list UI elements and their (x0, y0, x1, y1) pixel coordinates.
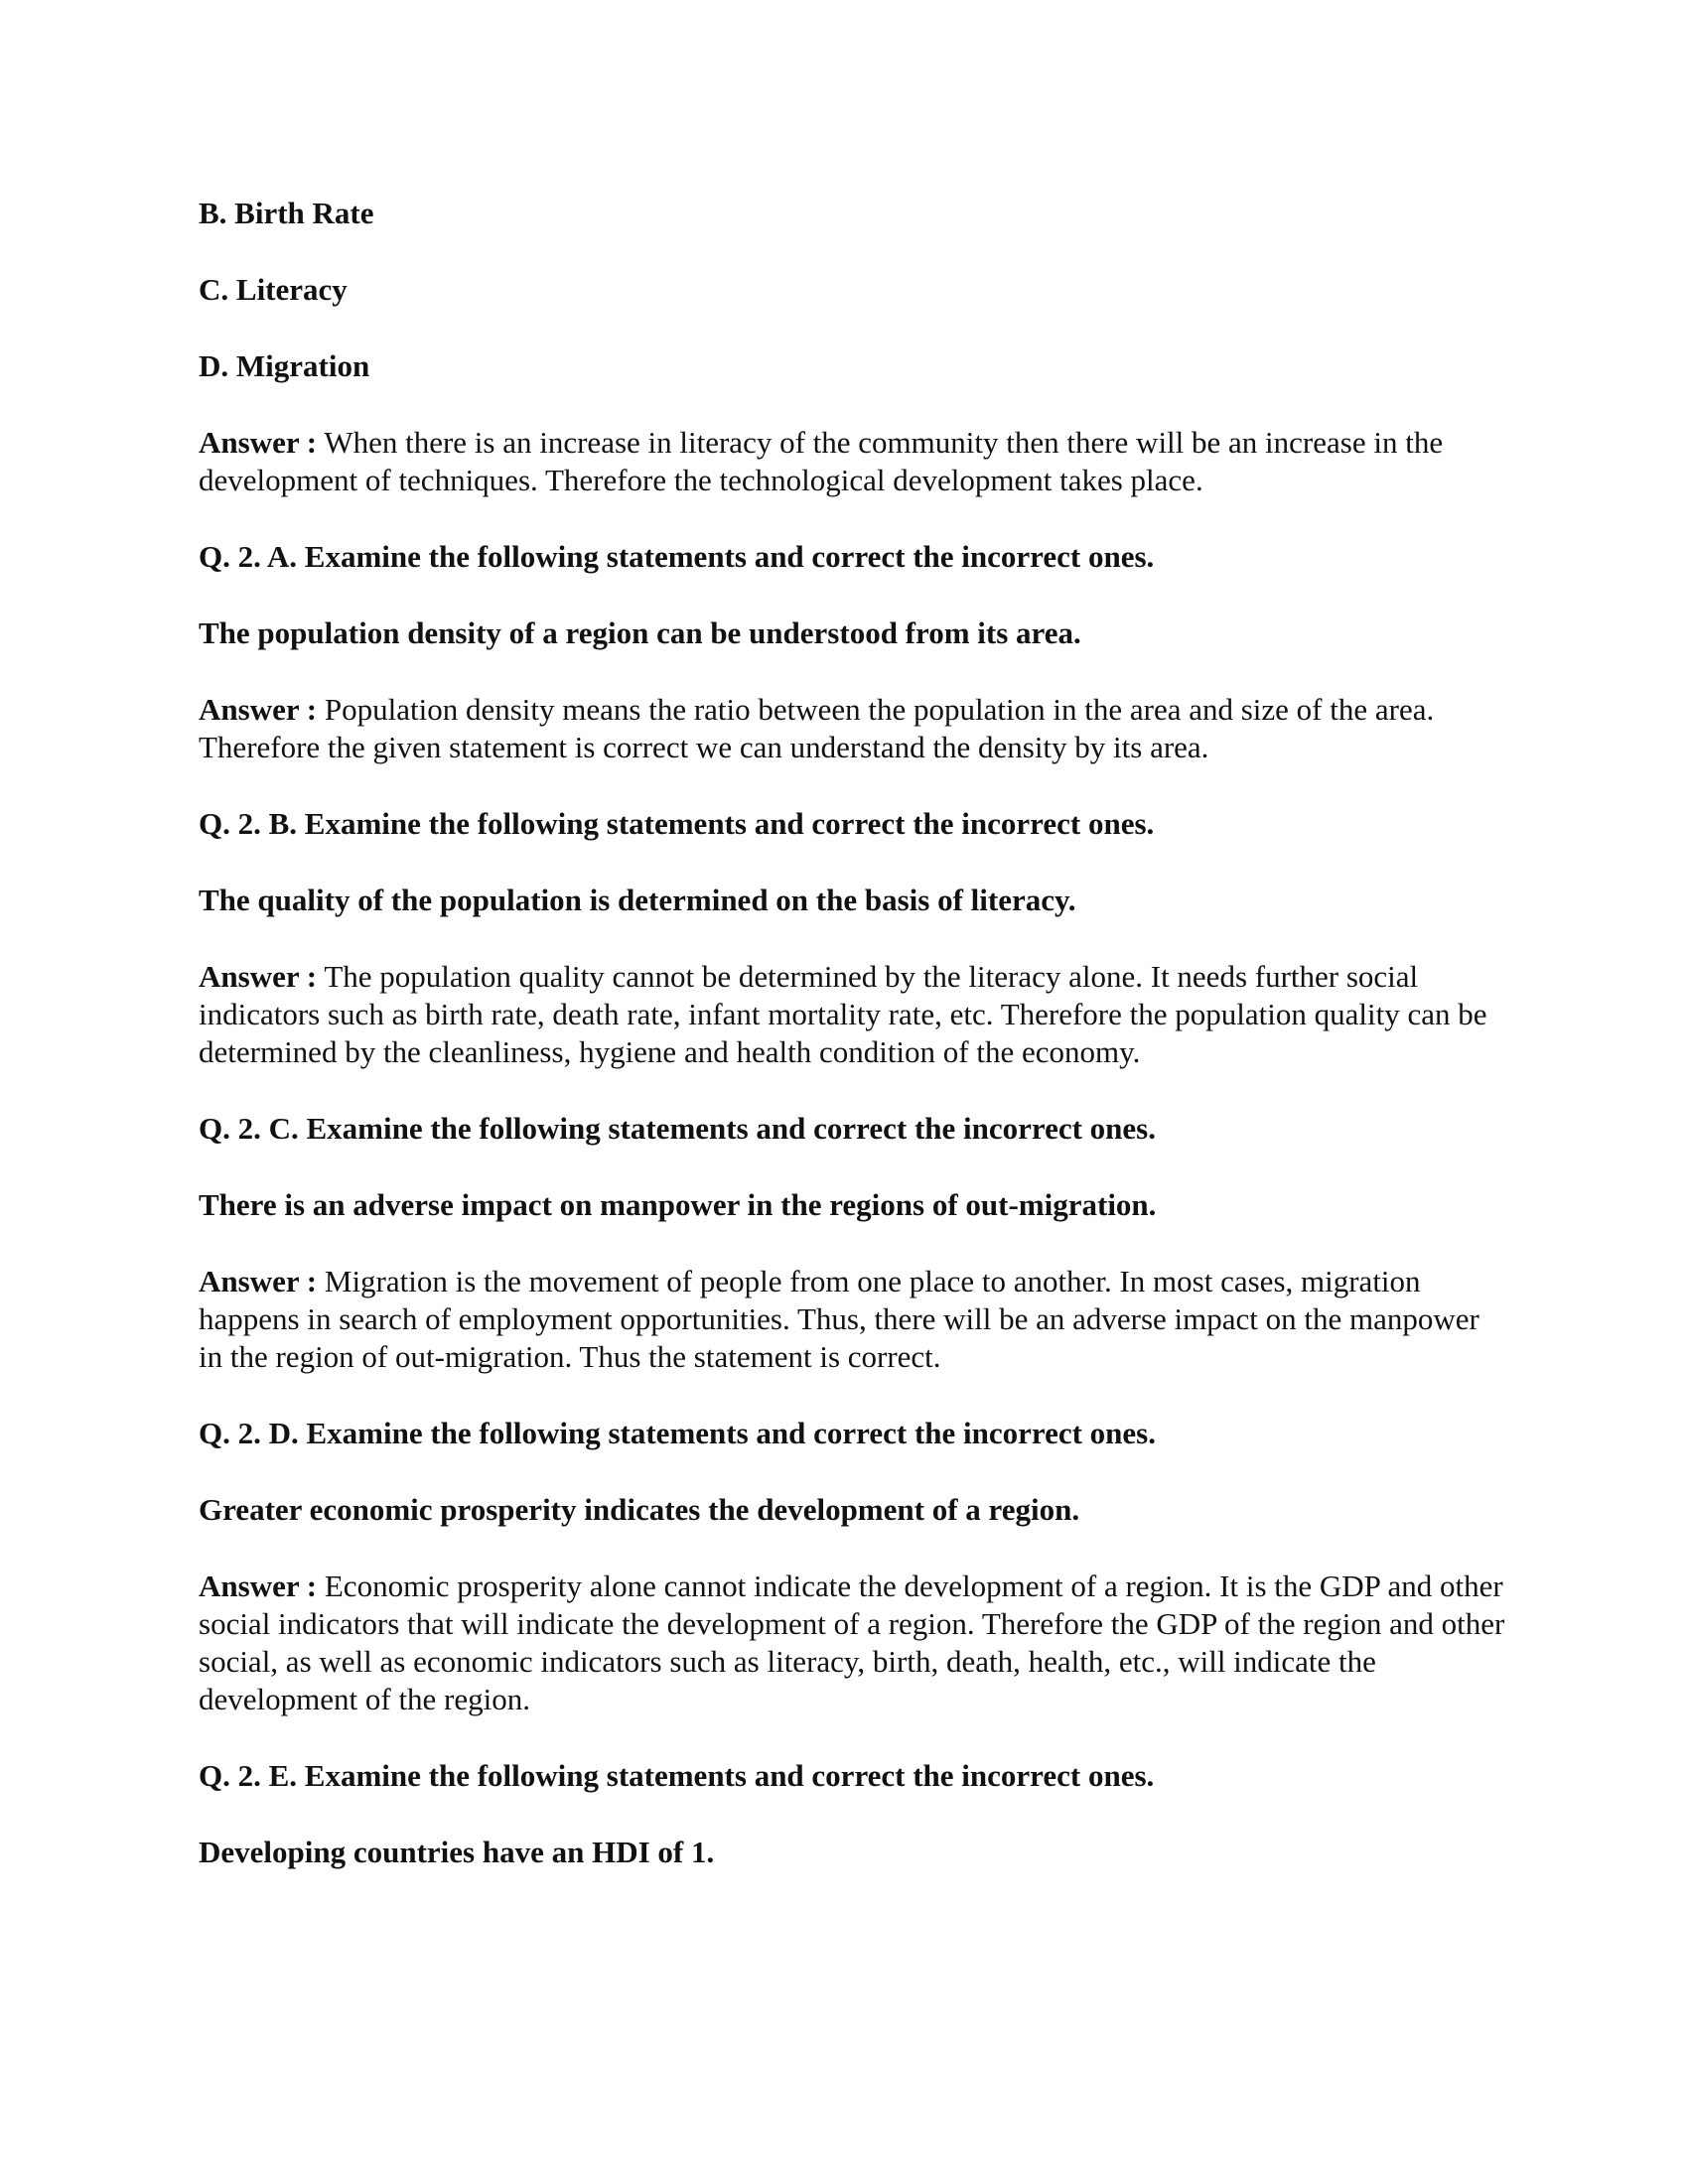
answer-label: Answer : (199, 425, 318, 460)
answer-label: Answer : (199, 1569, 318, 1603)
statement-2c: There is an adverse impact on manpower in the regions of out-migration. (199, 1187, 1157, 1222)
question-2e: Q. 2. E. Examine the following statements and correct the incorrect ones. (199, 1758, 1155, 1793)
option-c: C. Literacy (199, 272, 348, 307)
answer-1 (199, 424, 1509, 499)
answer-text: The population quality cannot be determined by the literacy alone. It needs further social indicators such as birth rate, death rate, infant mortality rate, etc. Therefore the population quality can be determined by the cleanliness, hygiene and health condition of the economy. (199, 959, 1487, 1069)
question-2b: Q. 2. B. Examine the following statements and correct the incorrect ones. (199, 806, 1155, 841)
answer-text: Migration is the movement of people from one place to another. In most cases, migration happens in search of employment opportunities. Thus, there will be an adverse impact on the manpower in the region of out-migration. Thus the statement is correct. (199, 1264, 1479, 1374)
answer-text: Economic prosperity alone cannot indicate the development of a region. It is the GDP and other social indicators that will indicate the development of a region. Therefore the GDP of the region and other social, as well as economic indicators such as literacy, birth, death, health, etc., will indicate the development of the region. (199, 1569, 1505, 1716)
answer-text: Population density means the ratio between the population in the area and size of the area. Therefore the given statement is correct we can understand the density by its area. (199, 692, 1435, 764)
answer-2b (199, 958, 1509, 1071)
answer-label: Answer : (199, 692, 318, 727)
question-2a: Q. 2. A. Examine the following statements and correct the incorrect ones. (199, 539, 1155, 574)
question-2d: Q. 2. D. Examine the following statements and correct the incorrect ones. (199, 1416, 1156, 1450)
statement-2e: Developing countries have an HDI of 1. (199, 1835, 715, 1869)
document-page (199, 195, 1509, 1910)
answer-2d (199, 1568, 1509, 1718)
question-2c: Q. 2. C. Examine the following statements and correct the incorrect ones. (199, 1111, 1156, 1146)
answer-label: Answer : (199, 1264, 318, 1298)
answer-2c (199, 1263, 1509, 1376)
answer-2a (199, 691, 1509, 766)
statement-2a: The population density of a region can be understood from its area. (199, 615, 1081, 650)
answer-text: When there is an increase in literacy of the community then there will be an increase in the development of techniques. Therefore the technological development takes place. (199, 425, 1444, 497)
statement-2d: Greater economic prosperity indicates the development of a region. (199, 1492, 1080, 1527)
answer-label: Answer : (199, 959, 318, 994)
option-b: B. Birth Rate (199, 196, 374, 230)
option-d: D. Migration (199, 348, 370, 383)
statement-2b: The quality of the population is determined on the basis of literacy. (199, 883, 1076, 917)
